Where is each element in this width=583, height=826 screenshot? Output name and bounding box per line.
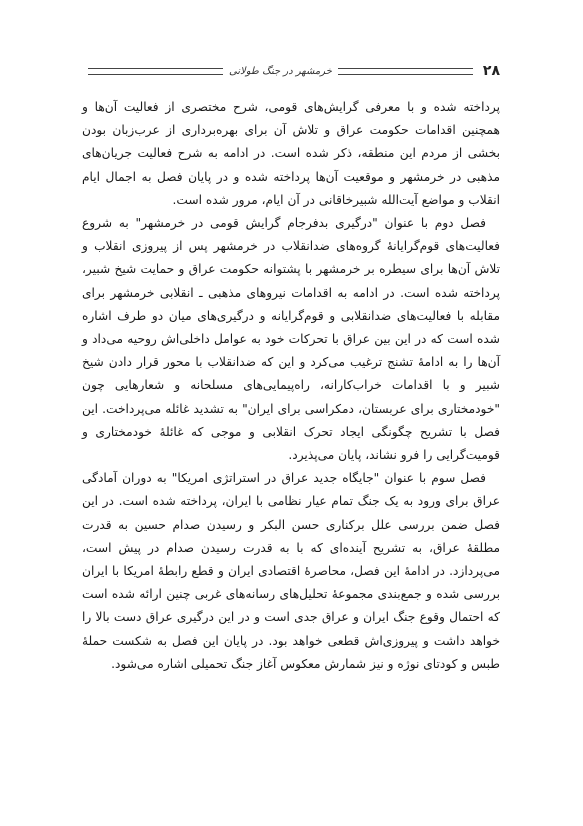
running-title: خرمشهر در جنگ طولانی (228, 65, 332, 77)
body-text (82, 96, 500, 676)
header-rule-left (88, 68, 223, 75)
page-number: ۲۸ (482, 63, 500, 79)
page-header (82, 60, 500, 82)
paragraph-chapter-two: فصل دوم با عنوان "درگیری بدفرجام گرایش قومی در خرمشهر" به شروع فعالیت‌های قوم‌گرایانهٔ گروه‌های ضدانقلاب در خرمشهر پس از پیروزی انقلاب و تلاش آن‌ها برای سیطره بر خرمشهر با پشتوانه حکومت عراق و حمایت شیخ شبیر، پرداخته شده است. در ادامه به اقدامات نیروهای مذهبی ـ انقلابی خرمشهر برای مقابله با فعالیت‌های ضدانقلابی و قوم‌گرایانه و درگیری‌های میان دو طرف اشاره شده است که در این بین عراق با تحرکات خود به عوامل داخلی‌اش روحیه می‌داد و آن‌ها را به ادامهٔ تشنج ترغیب می‌کرد و این که ضدانقلاب با محور قرار دادن شیخ شبیر و با اقدامات خراب‌کارانه، راه‌پیمایی‌های مسلحانه و شعارهایی چون "خودمختاری برای عربستان، دمکراسی برای ایران" به تشدید غائله می‌پرداخت. این فصل با تشریح چگونگی ایجاد تحرک انقلابی و موجی که غائلهٔ خودمختاری و قومیت‌گرایی را فرو نشاند، پایان می‌پذیرد. (82, 216, 500, 463)
header-rule-right (338, 68, 473, 75)
paragraph-chapter-three: فصل سوم با عنوان "جایگاه جدید عراق در استراتژی امریکا" به دوران آمادگی عراق برای ورود به یک جنگ تمام عیار نظامی با ایران، پرداخته شده است. در این فصل ضمن بررسی علل برکناری حسن البکر و رسیدن صدام حسین به قدرت مطلقهٔ عراق، به تشریح آینده‌ای که با به قدرت رسیدن صدام در پیش است، می‌پردازد. در ادامهٔ این فصل، محاصرهٔ اقتصادی ایران و قطع رابطهٔ امریکا با ایران بررسی شده و جمع‌بندی مجموعهٔ تحلیل‌های رسانه‌های غربی چنین ارائه شده است که احتمال وقوع جنگ ایران و عراق جدی است و در این درگیری عراق دست بالا را خواهد داشت و پیروزی‌اش قطعی خواهد بود. در پایان این فصل به شکست حملهٔ طبس و کودتای نوژه و نیز شمارش معکوس آغاز جنگ تحمیلی اشاره می‌شود. (82, 471, 500, 671)
paragraph-continuation: پرداخته شده و با معرفی گرایش‌های قومی، شرح مختصری از فعالیت آن‌ها و همچنین اقدامات حکومت عراق و تلاش آن برای بهره‌برداری از عرب‌زبان بودن بخشی از مردم این منطقه، ذکر شده است. در ادامه به شرح فعالیت جریان‌های مذهبی در خرمشهر و موقعیت آن‌ها پرداخته شده و در پایان فصل به اجمال ایام انقلاب و مواضع آیت‌الله شبیرخاقانی در آن ایام، مرور شده است. (82, 100, 500, 207)
